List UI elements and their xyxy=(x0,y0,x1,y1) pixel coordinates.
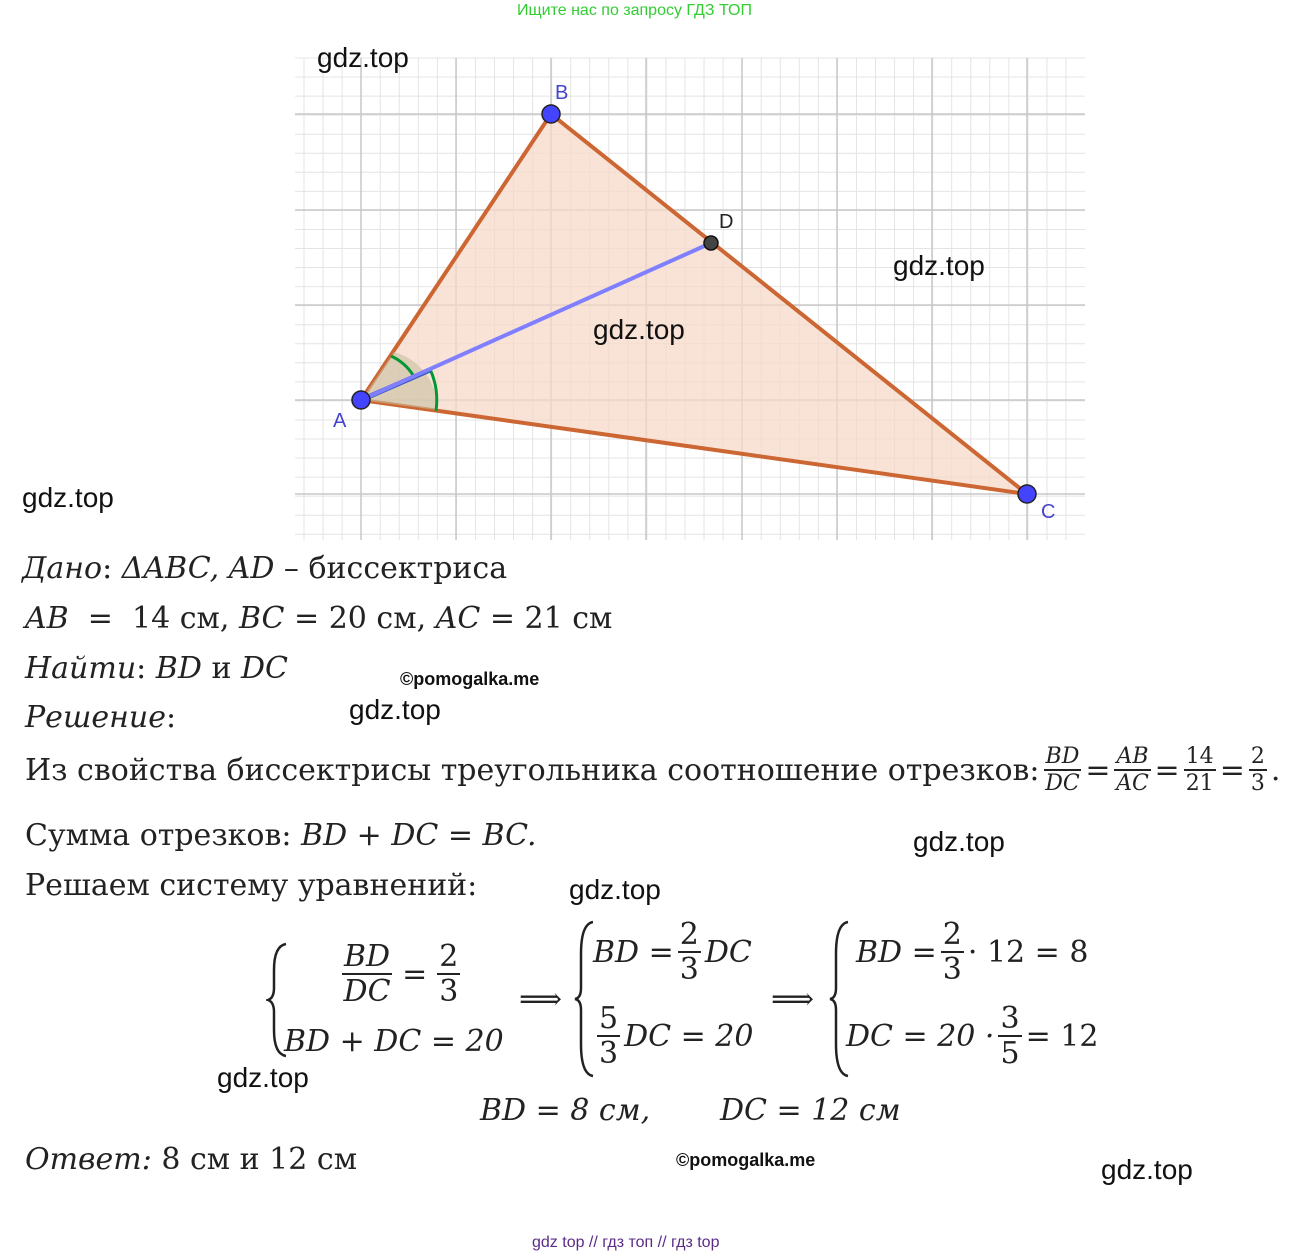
solution-label: Решение xyxy=(25,700,166,735)
watermark: gdz.top xyxy=(593,314,685,345)
label-d: D xyxy=(719,211,734,233)
point-a xyxy=(352,391,370,409)
sum-text: Сумма отрезков: xyxy=(25,818,292,853)
watermark: gdz.top xyxy=(317,42,409,73)
answer-line xyxy=(25,1142,357,1177)
side-bc-name: BC xyxy=(238,601,285,636)
label-c: C xyxy=(1041,501,1056,523)
implies-arrow: ⟹ xyxy=(771,982,815,1017)
system-intro: Решаем систему уравнений: xyxy=(25,868,478,903)
given-sides: AB = 14 см, BC = 20 см, AC = 21 см xyxy=(25,601,613,636)
given-line: Дано: ΔABC, AD – биссектриса xyxy=(22,551,508,586)
watermark: gdz.top xyxy=(913,826,1005,857)
find-and: и xyxy=(211,651,232,686)
fraction-14-21: $\frac{14}{21}$ xyxy=(1185,744,1214,797)
given-triangle: ΔABC, AD xyxy=(121,551,275,586)
side-ab-name: AB xyxy=(25,601,69,636)
result-dc: DC = 12 см xyxy=(720,1093,901,1128)
sys3-frac-2: $\frac{3}{5}$ xyxy=(1000,1001,1020,1071)
watermark: gdz.top xyxy=(893,250,985,281)
find-bd: BD xyxy=(155,651,202,686)
find-dc: DC xyxy=(241,651,289,686)
sys3-frac-1: $\frac{2}{3}$ xyxy=(942,917,962,987)
side-ac-value: 21 см xyxy=(524,601,613,636)
point-d xyxy=(704,236,718,250)
find-label: Найти xyxy=(25,651,137,686)
sys2-frac-1: $\frac{2}{3}$ xyxy=(679,917,699,987)
watermark: gdz.top xyxy=(1101,1154,1193,1185)
sum-equation: BD + DC = BC. xyxy=(301,818,537,853)
top-banner[interactable]: Ищите нас по запросу ГДЗ ТОП xyxy=(517,2,752,19)
copyright-mark: ©pomogalka.me xyxy=(400,669,540,689)
sys1-ratio: $\frac{2}{3}$ xyxy=(439,939,459,1009)
sys1-frac: $\frac{BD}{DC}$ xyxy=(343,939,391,1009)
side-ac-name: AC xyxy=(435,601,481,636)
property-text: Из свойства биссектрисы треугольника соотношение отрезков: xyxy=(25,752,1040,788)
watermark: gdz.top xyxy=(22,482,114,513)
watermark: gdz.top xyxy=(569,874,661,905)
watermark: gdz.top xyxy=(349,694,441,725)
copyright-mark: ©pomogalka.me xyxy=(676,1150,816,1170)
watermark: gdz.top xyxy=(217,1062,309,1093)
implies-arrow: ⟹ xyxy=(519,982,563,1017)
side-bc-value: 20 см xyxy=(328,601,417,636)
answer-text: 8 см и 12 см xyxy=(161,1142,358,1177)
fraction-bd-dc: $\frac{BD}{DC}$ xyxy=(1045,744,1080,797)
given-label: Дано xyxy=(22,551,103,586)
label-b: B xyxy=(555,82,569,104)
fraction-2-3: $\frac{2}{3}$ xyxy=(1250,744,1265,797)
given-rest: – биссектриса xyxy=(283,551,508,586)
sys1-line2: BD + DC = 20 xyxy=(284,1024,504,1059)
point-b xyxy=(542,105,560,123)
find-line: Найти: BD и DC xyxy=(25,651,289,686)
triangle-abc xyxy=(361,114,1027,494)
result-bd: BD = 8 см, xyxy=(480,1093,651,1128)
sys2-frac-2: 5 3 xyxy=(599,1001,619,1071)
answer-label: Ответ: xyxy=(25,1142,152,1177)
point-c xyxy=(1018,485,1036,503)
property-line: Из свойства биссектрисы треугольника соотношение отрезков: $\frac{BD}{DC}$ = $\frac{AB}{AC}$ = $\frac{14}{21}$ = $\frac{2}{3}$ . xyxy=(25,744,1281,797)
sum-line xyxy=(25,818,537,853)
footer-links[interactable]: gdz top // гдз топ // гдз top xyxy=(532,1234,720,1251)
label-a: A xyxy=(333,410,347,432)
fraction-ab-ac: $\frac{AB}{AC}$ xyxy=(1116,744,1149,797)
solution-heading: Решение: xyxy=(25,700,177,735)
triangle-figure xyxy=(0,0,1295,545)
side-ab-value: 14 см xyxy=(132,601,220,636)
